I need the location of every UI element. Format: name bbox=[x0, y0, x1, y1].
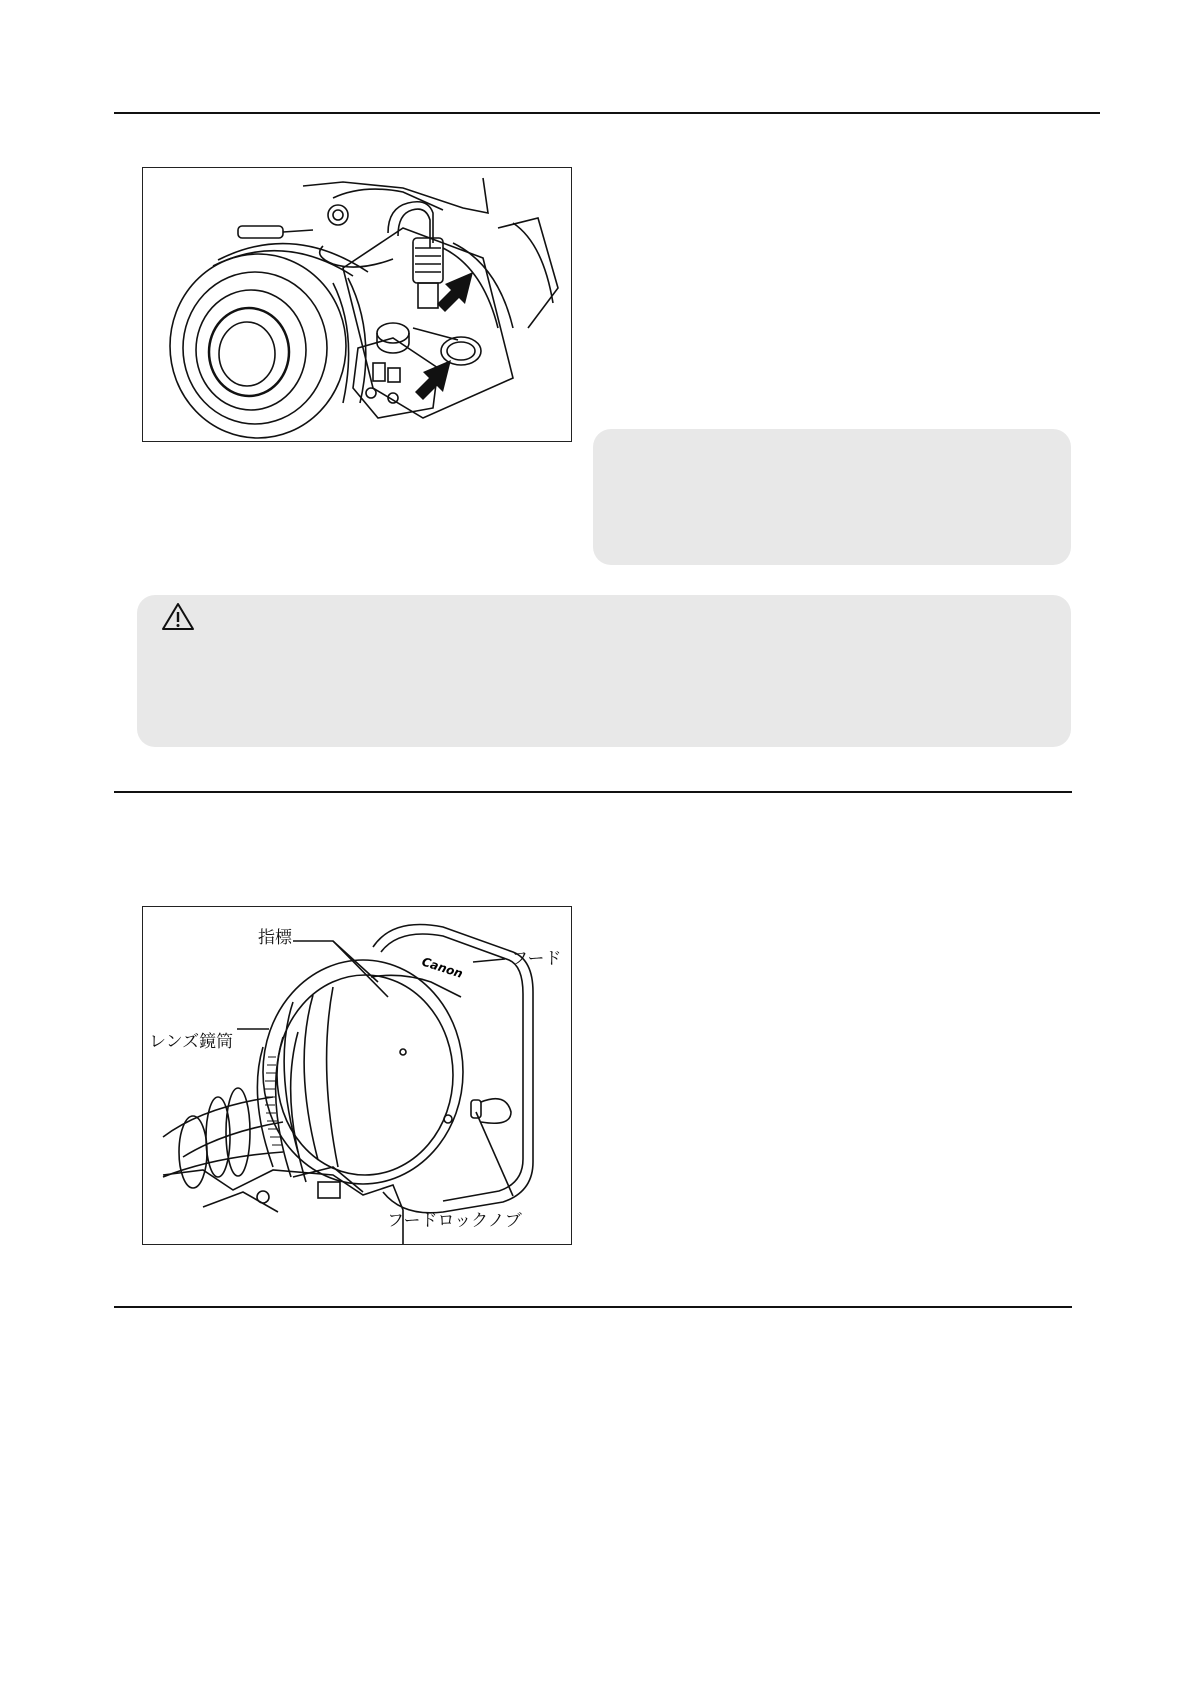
section-rule-2 bbox=[114, 791, 1072, 793]
label-hood: フード bbox=[511, 949, 562, 969]
figure-lens-hood bbox=[142, 906, 572, 1245]
label-index-mark: 指標 bbox=[258, 928, 292, 948]
label-lens-barrel: レンズ鏡筒 bbox=[149, 1032, 234, 1052]
caution-box bbox=[137, 595, 1071, 747]
figure-lens-connector bbox=[142, 167, 572, 442]
label-hood-lock-knob: フードロックノブ bbox=[387, 1211, 522, 1231]
lens-connector-illustration bbox=[143, 168, 571, 441]
note-box-1 bbox=[593, 429, 1071, 565]
lens-hood-illustration bbox=[143, 907, 571, 1244]
header-rule bbox=[114, 112, 1100, 114]
section-rule-3 bbox=[114, 1306, 1072, 1308]
hood-logo: Canon bbox=[420, 954, 465, 981]
warning-triangle-icon bbox=[161, 601, 195, 631]
